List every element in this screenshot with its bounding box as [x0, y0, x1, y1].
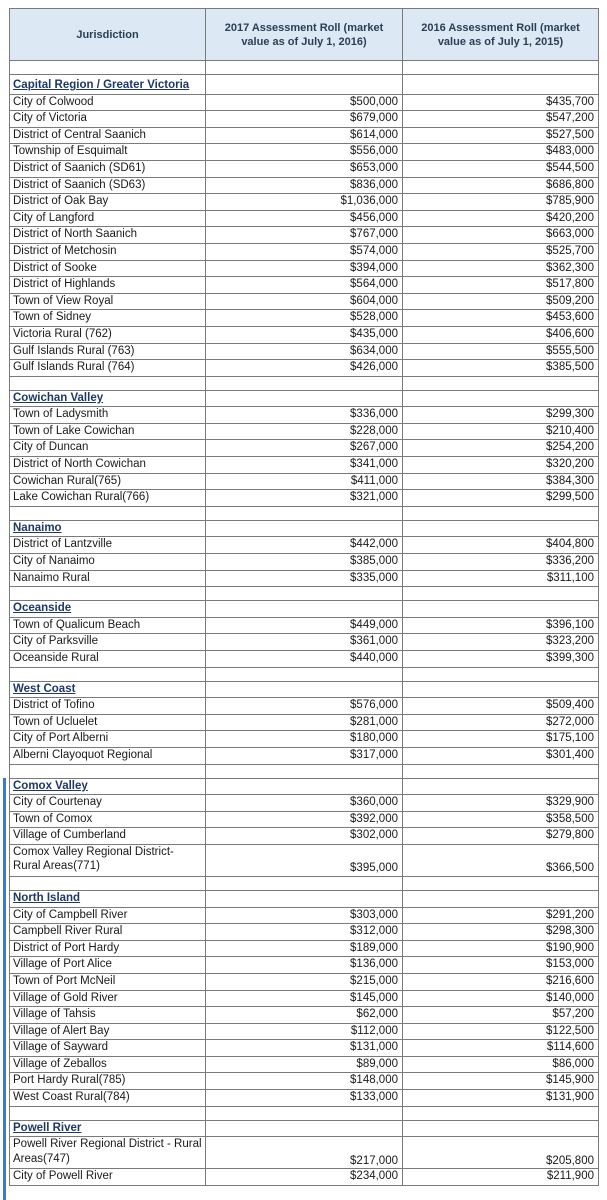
value-2017-cell: $614,000: [206, 127, 403, 144]
value-2017-cell: $228,000: [206, 423, 403, 440]
assessment-table-container: [9, 8, 598, 1186]
spacer-cell: [10, 1106, 206, 1120]
value-2017-cell: $392,000: [206, 811, 403, 828]
spacer-cell: [10, 667, 206, 681]
header-jurisdiction: Jurisdiction: [10, 9, 206, 61]
table-row: [10, 924, 599, 941]
table-row: [10, 360, 599, 377]
table-row: [10, 617, 599, 634]
table-row: [10, 1023, 599, 1040]
jurisdiction-cell: City of Langford: [10, 210, 206, 227]
value-2016-cell: $362,300: [403, 260, 599, 277]
spacer-cell: [403, 764, 599, 778]
table-row: [10, 310, 599, 327]
jurisdiction-cell: Town of Port McNeil: [10, 973, 206, 990]
value-2016-cell: $205,800: [403, 1137, 599, 1169]
table-row: [10, 747, 599, 764]
spacer-row: [10, 506, 599, 520]
region-name: Nanaimo: [10, 520, 206, 537]
value-2017-cell: $112,000: [206, 1023, 403, 1040]
spacer-cell: [206, 876, 403, 890]
spacer-cell: [206, 376, 403, 390]
value-2016-cell: $131,900: [403, 1090, 599, 1107]
value-2016-cell: $298,300: [403, 924, 599, 941]
jurisdiction-cell: District of Port Hardy: [10, 940, 206, 957]
region-name: North Island: [10, 890, 206, 907]
table-row: [10, 423, 599, 440]
table-row: [10, 293, 599, 310]
table-row: [10, 554, 599, 571]
table-row: [10, 144, 599, 161]
value-2017-cell: $435,000: [206, 326, 403, 343]
value-2016-cell: $299,500: [403, 490, 599, 507]
spacer-cell: [10, 506, 206, 520]
value-2017-cell: $341,000: [206, 457, 403, 474]
spacer-row: [10, 667, 599, 681]
value-2017-cell: $62,000: [206, 1007, 403, 1024]
jurisdiction-cell: Port Hardy Rural(785): [10, 1073, 206, 1090]
region-name: West Coast: [10, 681, 206, 698]
value-2016-cell: $527,500: [403, 127, 599, 144]
jurisdiction-cell: District of Tofino: [10, 698, 206, 715]
value-2017-cell: $411,000: [206, 473, 403, 490]
table-row: [10, 1040, 599, 1057]
table-row: [10, 1073, 599, 1090]
table-row: [10, 651, 599, 668]
table-row: [10, 634, 599, 651]
jurisdiction-cell: Village of Zeballos: [10, 1056, 206, 1073]
spacer-row: [10, 876, 599, 890]
header-2017-roll: 2017 Assessment Roll (market value as of July 1, 2016): [206, 9, 403, 61]
table-row: [10, 473, 599, 490]
value-2016-cell: $483,000: [403, 144, 599, 161]
value-2017-cell: $395,000: [206, 844, 403, 876]
value-2016-cell: $190,900: [403, 940, 599, 957]
empty-cell: [206, 1120, 403, 1137]
value-2016-cell: $320,200: [403, 457, 599, 474]
region-name: Comox Valley: [10, 778, 206, 795]
value-2017-cell: $312,000: [206, 924, 403, 941]
jurisdiction-cell: District of Central Saanich: [10, 127, 206, 144]
jurisdiction-cell: Village of Tahsis: [10, 1007, 206, 1024]
table-row: [10, 828, 599, 845]
value-2016-cell: $299,300: [403, 407, 599, 424]
spacer-cell: [403, 1106, 599, 1120]
value-2016-cell: $509,200: [403, 293, 599, 310]
value-2016-cell: $509,400: [403, 698, 599, 715]
value-2017-cell: $281,000: [206, 714, 403, 731]
value-2016-cell: $544,500: [403, 160, 599, 177]
value-2017-cell: $556,000: [206, 144, 403, 161]
jurisdiction-cell: Powell River Regional District - Rural Areas(747): [10, 1137, 206, 1169]
region-name: Oceanside: [10, 601, 206, 618]
table-row: [10, 1169, 599, 1186]
empty-cell: [403, 601, 599, 618]
spacer-cell: [10, 876, 206, 890]
value-2016-cell: $336,200: [403, 554, 599, 571]
spacer-cell: [206, 764, 403, 778]
region-header-row: [10, 520, 599, 537]
spacer-row: [10, 587, 599, 601]
table-row: [10, 570, 599, 587]
table-row: [10, 277, 599, 294]
table-row: [10, 907, 599, 924]
value-2016-cell: $366,500: [403, 844, 599, 876]
value-2017-cell: $440,000: [206, 651, 403, 668]
table-row: [10, 957, 599, 974]
table-row: [10, 111, 599, 128]
region-header-row: [10, 390, 599, 407]
region-name: Cowichan Valley: [10, 390, 206, 407]
region-name: Powell River: [10, 1120, 206, 1137]
jurisdiction-cell: District of Metchosin: [10, 243, 206, 260]
value-2017-cell: $528,000: [206, 310, 403, 327]
empty-cell: [403, 681, 599, 698]
jurisdiction-cell: Gulf Islands Rural (763): [10, 343, 206, 360]
value-2017-cell: $564,000: [206, 277, 403, 294]
value-2017-cell: $189,000: [206, 940, 403, 957]
jurisdiction-cell: Town of Ucluelet: [10, 714, 206, 731]
value-2016-cell: $301,400: [403, 747, 599, 764]
value-2016-cell: $785,900: [403, 194, 599, 211]
value-2016-cell: $453,600: [403, 310, 599, 327]
table-row: [10, 714, 599, 731]
jurisdiction-cell: City of Victoria: [10, 111, 206, 128]
value-2017-cell: $131,000: [206, 1040, 403, 1057]
jurisdiction-cell: Gulf Islands Rural (764): [10, 360, 206, 377]
value-2016-cell: $384,300: [403, 473, 599, 490]
value-2017-cell: $361,000: [206, 634, 403, 651]
table-row: [10, 844, 599, 876]
region-header-row: [10, 778, 599, 795]
spacer-cell: [206, 61, 403, 75]
jurisdiction-cell: City of Duncan: [10, 440, 206, 457]
value-2017-cell: $456,000: [206, 210, 403, 227]
value-2016-cell: $254,200: [403, 440, 599, 457]
table-row: [10, 227, 599, 244]
jurisdiction-cell: Comox Valley Regional District- Rural Areas(771): [10, 844, 206, 876]
spacer-cell: [403, 587, 599, 601]
value-2016-cell: $145,900: [403, 1073, 599, 1090]
empty-cell: [206, 890, 403, 907]
table-row: [10, 260, 599, 277]
jurisdiction-cell: Village of Gold River: [10, 990, 206, 1007]
spacer-row: [10, 1106, 599, 1120]
jurisdiction-cell: Nanaimo Rural: [10, 570, 206, 587]
value-2017-cell: $145,000: [206, 990, 403, 1007]
value-2017-cell: $336,000: [206, 407, 403, 424]
jurisdiction-cell: Village of Cumberland: [10, 828, 206, 845]
jurisdiction-cell: District of Saanich (SD63): [10, 177, 206, 194]
value-2017-cell: $148,000: [206, 1073, 403, 1090]
table-row: [10, 457, 599, 474]
empty-cell: [206, 75, 403, 95]
table-row: [10, 243, 599, 260]
jurisdiction-cell: City of Nanaimo: [10, 554, 206, 571]
value-2016-cell: $396,100: [403, 617, 599, 634]
region-header-row: [10, 601, 599, 618]
empty-cell: [403, 390, 599, 407]
jurisdiction-cell: Oceanside Rural: [10, 651, 206, 668]
value-2017-cell: $136,000: [206, 957, 403, 974]
value-2016-cell: $153,000: [403, 957, 599, 974]
accent-bar: [3, 778, 6, 1200]
value-2017-cell: $303,000: [206, 907, 403, 924]
value-2017-cell: $180,000: [206, 731, 403, 748]
spacer-cell: [206, 1106, 403, 1120]
jurisdiction-cell: Victoria Rural (762): [10, 326, 206, 343]
value-2016-cell: $311,100: [403, 570, 599, 587]
value-2016-cell: $555,500: [403, 343, 599, 360]
value-2017-cell: $449,000: [206, 617, 403, 634]
spacer-cell: [10, 587, 206, 601]
region-name: Capital Region / Greater Victoria: [10, 75, 206, 95]
jurisdiction-cell: District of Lantzville: [10, 537, 206, 554]
value-2016-cell: $399,300: [403, 651, 599, 668]
value-2017-cell: $321,000: [206, 490, 403, 507]
value-2017-cell: $576,000: [206, 698, 403, 715]
jurisdiction-cell: Cowichan Rural(765): [10, 473, 206, 490]
value-2017-cell: $653,000: [206, 160, 403, 177]
spacer-cell: [403, 61, 599, 75]
value-2017-cell: $360,000: [206, 795, 403, 812]
table-row: [10, 1137, 599, 1169]
value-2017-cell: $335,000: [206, 570, 403, 587]
table-header-row: [10, 9, 599, 61]
spacer-row: [10, 376, 599, 390]
jurisdiction-cell: City of Campbell River: [10, 907, 206, 924]
value-2017-cell: $500,000: [206, 94, 403, 111]
spacer-cell: [10, 764, 206, 778]
value-2017-cell: $1,036,000: [206, 194, 403, 211]
value-2017-cell: $634,000: [206, 343, 403, 360]
spacer-cell: [206, 667, 403, 681]
value-2017-cell: $442,000: [206, 537, 403, 554]
value-2016-cell: $140,000: [403, 990, 599, 1007]
value-2017-cell: $836,000: [206, 177, 403, 194]
jurisdiction-cell: District of Oak Bay: [10, 194, 206, 211]
jurisdiction-cell: Town of Sidney: [10, 310, 206, 327]
table-row: [10, 990, 599, 1007]
table-row: [10, 326, 599, 343]
jurisdiction-cell: Village of Alert Bay: [10, 1023, 206, 1040]
table-row: [10, 127, 599, 144]
value-2016-cell: $114,600: [403, 1040, 599, 1057]
value-2017-cell: $267,000: [206, 440, 403, 457]
value-2016-cell: $686,800: [403, 177, 599, 194]
value-2017-cell: $234,000: [206, 1169, 403, 1186]
empty-cell: [206, 601, 403, 618]
jurisdiction-cell: Village of Sayward: [10, 1040, 206, 1057]
value-2017-cell: $317,000: [206, 747, 403, 764]
value-2017-cell: $679,000: [206, 111, 403, 128]
value-2016-cell: $329,900: [403, 795, 599, 812]
value-2016-cell: $210,400: [403, 423, 599, 440]
value-2016-cell: $211,900: [403, 1169, 599, 1186]
jurisdiction-cell: District of North Cowichan: [10, 457, 206, 474]
table-row: [10, 194, 599, 211]
empty-cell: [206, 520, 403, 537]
table-row: [10, 537, 599, 554]
value-2017-cell: $217,000: [206, 1137, 403, 1169]
spacer-row: [10, 61, 599, 75]
jurisdiction-cell: West Coast Rural(784): [10, 1090, 206, 1107]
value-2017-cell: $133,000: [206, 1090, 403, 1107]
region-header-row: [10, 75, 599, 95]
table-row: [10, 343, 599, 360]
value-2016-cell: $435,700: [403, 94, 599, 111]
jurisdiction-cell: Town of Comox: [10, 811, 206, 828]
region-header-row: [10, 681, 599, 698]
value-2017-cell: $604,000: [206, 293, 403, 310]
spacer-cell: [403, 506, 599, 520]
value-2017-cell: $385,000: [206, 554, 403, 571]
table-row: [10, 811, 599, 828]
value-2016-cell: $358,500: [403, 811, 599, 828]
empty-cell: [206, 681, 403, 698]
jurisdiction-cell: City of Colwood: [10, 94, 206, 111]
spacer-cell: [10, 61, 206, 75]
table-row: [10, 177, 599, 194]
empty-cell: [206, 390, 403, 407]
table-row: [10, 94, 599, 111]
value-2016-cell: $385,500: [403, 360, 599, 377]
value-2017-cell: $89,000: [206, 1056, 403, 1073]
spacer-cell: [206, 587, 403, 601]
jurisdiction-cell: Alberni Clayoquot Regional: [10, 747, 206, 764]
jurisdiction-cell: Town of View Royal: [10, 293, 206, 310]
jurisdiction-cell: Lake Cowichan Rural(766): [10, 490, 206, 507]
table-row: [10, 1090, 599, 1107]
value-2016-cell: $272,000: [403, 714, 599, 731]
jurisdiction-cell: Village of Port Alice: [10, 957, 206, 974]
region-header-row: [10, 890, 599, 907]
jurisdiction-cell: District of North Saanich: [10, 227, 206, 244]
value-2016-cell: $291,200: [403, 907, 599, 924]
empty-cell: [403, 1120, 599, 1137]
jurisdiction-cell: Town of Ladysmith: [10, 407, 206, 424]
table-row: [10, 440, 599, 457]
value-2016-cell: $216,600: [403, 973, 599, 990]
table-row: [10, 210, 599, 227]
jurisdiction-cell: District of Highlands: [10, 277, 206, 294]
table-row: [10, 160, 599, 177]
value-2017-cell: $302,000: [206, 828, 403, 845]
table-row: [10, 940, 599, 957]
empty-cell: [206, 778, 403, 795]
table-row: [10, 795, 599, 812]
empty-cell: [403, 75, 599, 95]
value-2016-cell: $420,200: [403, 210, 599, 227]
value-2016-cell: $323,200: [403, 634, 599, 651]
value-2016-cell: $406,600: [403, 326, 599, 343]
table-row: [10, 698, 599, 715]
jurisdiction-cell: District of Saanich (SD61): [10, 160, 206, 177]
jurisdiction-cell: District of Sooke: [10, 260, 206, 277]
empty-cell: [403, 890, 599, 907]
spacer-cell: [403, 667, 599, 681]
jurisdiction-cell: Town of Lake Cowichan: [10, 423, 206, 440]
table-row: [10, 490, 599, 507]
value-2016-cell: $279,800: [403, 828, 599, 845]
value-2016-cell: $57,200: [403, 1007, 599, 1024]
value-2017-cell: $574,000: [206, 243, 403, 260]
table-row: [10, 1056, 599, 1073]
jurisdiction-cell: City of Powell River: [10, 1169, 206, 1186]
empty-cell: [403, 778, 599, 795]
spacer-cell: [403, 376, 599, 390]
spacer-cell: [206, 506, 403, 520]
value-2016-cell: $122,500: [403, 1023, 599, 1040]
jurisdiction-cell: Campbell River Rural: [10, 924, 206, 941]
value-2017-cell: $394,000: [206, 260, 403, 277]
value-2017-cell: $426,000: [206, 360, 403, 377]
value-2016-cell: $547,200: [403, 111, 599, 128]
jurisdiction-cell: City of Port Alberni: [10, 731, 206, 748]
spacer-cell: [10, 376, 206, 390]
spacer-row: [10, 764, 599, 778]
value-2016-cell: $663,000: [403, 227, 599, 244]
value-2016-cell: $86,000: [403, 1056, 599, 1073]
table-row: [10, 731, 599, 748]
spacer-cell: [403, 876, 599, 890]
empty-cell: [403, 520, 599, 537]
table-row: [10, 1007, 599, 1024]
table-body: [10, 61, 599, 1186]
value-2016-cell: $517,800: [403, 277, 599, 294]
jurisdiction-cell: City of Courtenay: [10, 795, 206, 812]
jurisdiction-cell: City of Parksville: [10, 634, 206, 651]
value-2016-cell: $175,100: [403, 731, 599, 748]
jurisdiction-cell: Township of Esquimalt: [10, 144, 206, 161]
jurisdiction-cell: Town of Qualicum Beach: [10, 617, 206, 634]
value-2017-cell: $215,000: [206, 973, 403, 990]
table-row: [10, 407, 599, 424]
region-header-row: [10, 1120, 599, 1137]
table-row: [10, 973, 599, 990]
value-2016-cell: $404,800: [403, 537, 599, 554]
value-2016-cell: $525,700: [403, 243, 599, 260]
value-2017-cell: $767,000: [206, 227, 403, 244]
assessment-table: [9, 8, 599, 1186]
header-2016-roll: 2016 Assessment Roll (market value as of July 1, 2015): [403, 9, 599, 61]
